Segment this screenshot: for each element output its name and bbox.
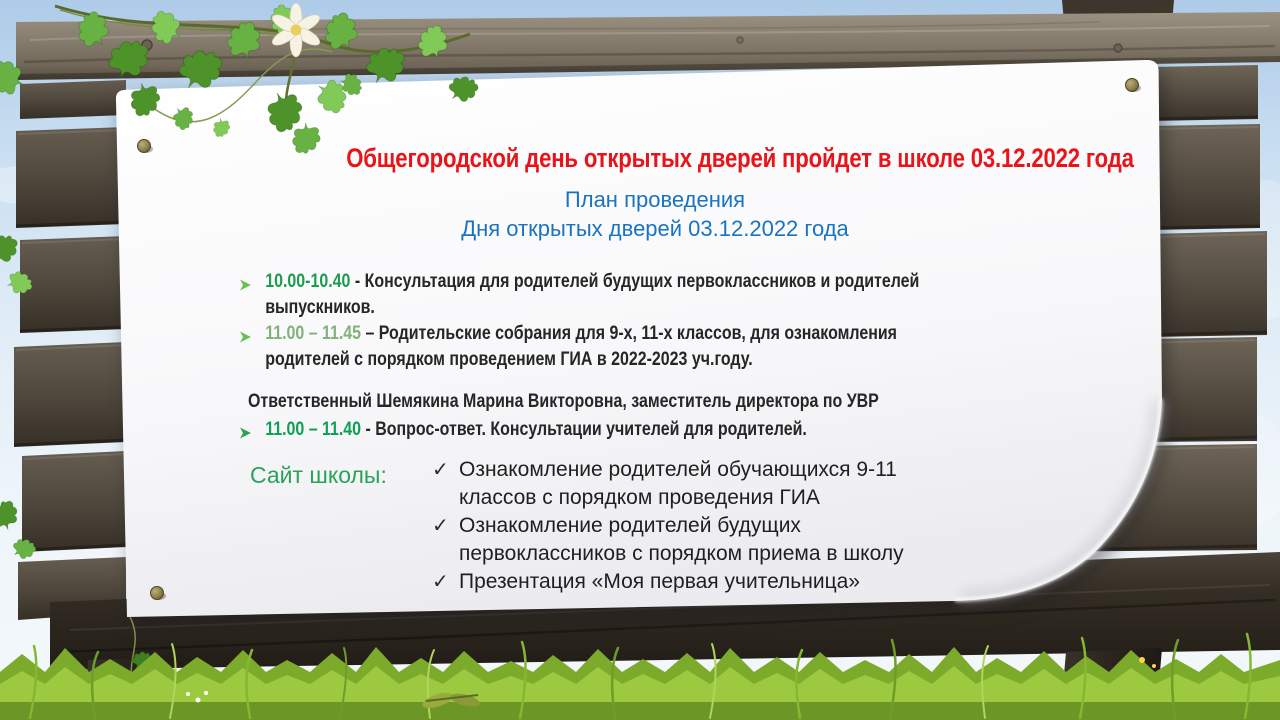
site-checklist (432, 456, 932, 596)
agenda-item-body (265, 269, 996, 321)
checklist-line: первоклассников с порядком приема в школу (459, 542, 904, 565)
checklist-item-body (459, 568, 932, 596)
subtitle (155, 185, 1155, 243)
subtitle-line-2: Дня открытых дверей 03.12.2022 года (461, 216, 849, 241)
checklist-line: классов с порядком проведения ГИА (459, 486, 820, 509)
agenda-line (265, 417, 996, 443)
checklist-item-2 (432, 512, 932, 568)
agenda-time: 11.00 – 11.45 (265, 323, 362, 344)
responsible-text: Ответственный Шемякина Марина Викторовна, заместитель директора по УВР (248, 391, 879, 412)
checklist-line: Ознакомление родителей будущих (459, 514, 801, 537)
agenda-item-1 (240, 269, 996, 321)
subtitle-line-1: План проведения (564, 187, 746, 212)
checklist-item-3 (432, 568, 932, 596)
checklist-item-body (459, 456, 932, 512)
agenda-time: 11.00 – 11.40 (265, 419, 362, 440)
agenda-separator: – (361, 323, 379, 344)
agenda-line (265, 321, 996, 347)
check-icon: ✓ (432, 515, 449, 537)
check-icon: ✓ (432, 459, 449, 481)
agenda-text: Консультация для родителей будущих первоклассников и родителей (364, 271, 920, 292)
agenda-item-body (265, 417, 996, 443)
agenda-item-3 (240, 417, 996, 443)
bullet-arrow-icon (240, 422, 252, 436)
agenda-text: Родительские собрания для 9-х, 11-х классов, для ознакомления (378, 323, 897, 344)
checklist-line: Презентация «Моя первая учительница» (459, 570, 860, 593)
agenda-separator: - (361, 419, 376, 440)
agenda-item-2 (240, 321, 996, 373)
check-icon: ✓ (432, 571, 449, 593)
agenda-text-continued: выпускников. (265, 297, 375, 318)
agenda-text: Вопрос-ответ. Консультации учителей для родителей. (375, 419, 807, 440)
agenda-text-continued: родителей с порядком проведением ГИА в 2022-2023 уч.году. (265, 349, 753, 370)
agenda-item-body (265, 321, 996, 373)
bullet-arrow-icon (240, 274, 252, 288)
checklist-item-1 (432, 456, 932, 512)
agenda-list-2 (240, 417, 996, 443)
agenda-separator: - (350, 271, 365, 292)
agenda-time: 10.00-10.40 (265, 271, 351, 292)
checklist-item-body (459, 512, 932, 568)
checklist-line: Ознакомление родителей обучающихся 9-11 (459, 458, 897, 481)
bullet-arrow-icon (240, 326, 252, 340)
agenda-line (265, 269, 996, 295)
site-label: Сайт школы: (250, 462, 387, 488)
agenda-list (240, 269, 996, 373)
slide-title: Общегородской день открытых дверей пройдет в школе 03.12.2022 года (346, 143, 1134, 173)
